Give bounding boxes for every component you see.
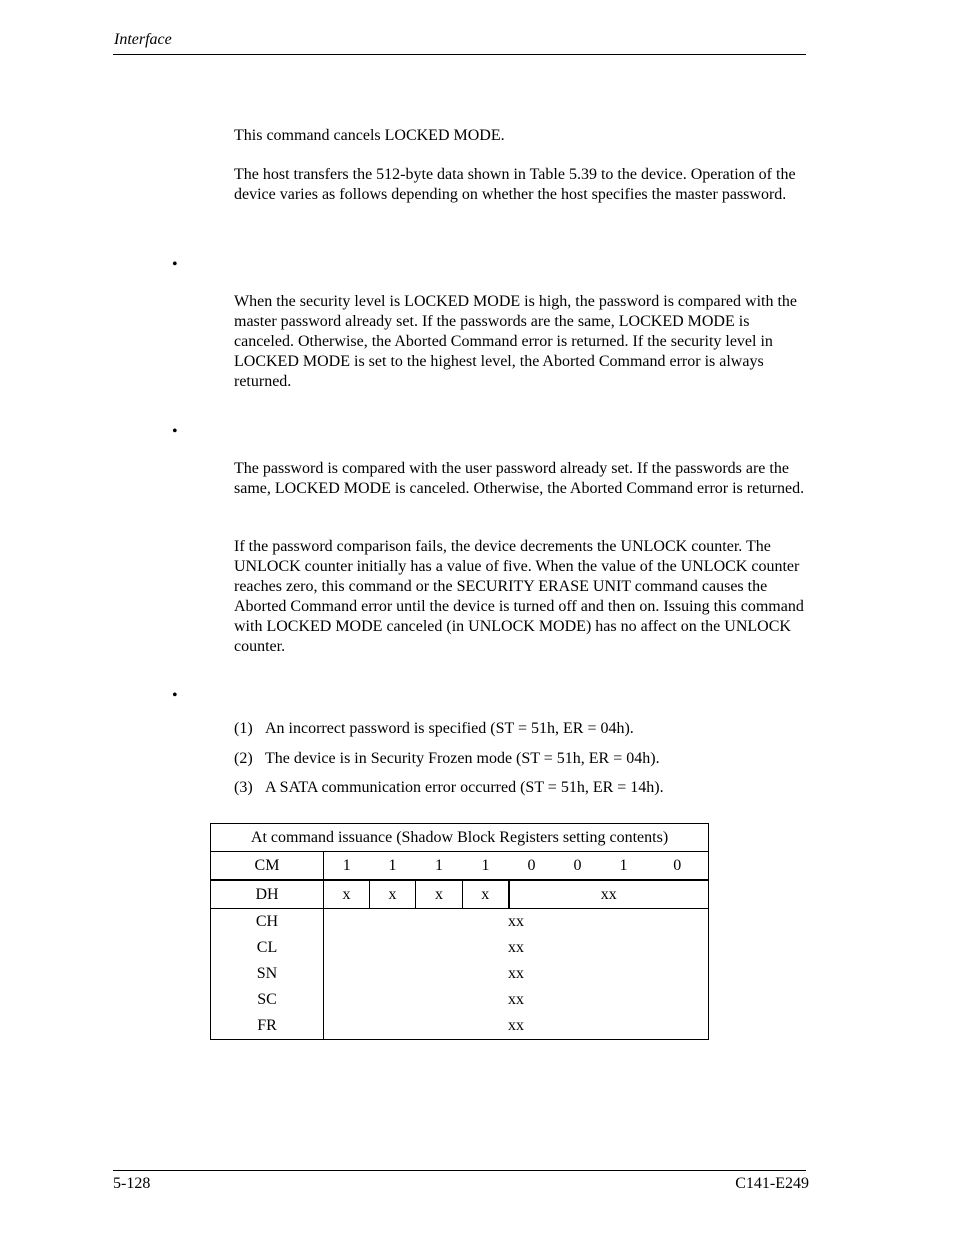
bit-field: xx xyxy=(509,880,709,909)
condition-text: An incorrect password is specified (ST = 51h, ER = 04h). xyxy=(265,720,634,737)
register-row-cm xyxy=(211,852,709,881)
error-condition-item xyxy=(234,719,634,739)
register-label: CH xyxy=(211,909,324,936)
register-row xyxy=(211,1013,709,1040)
footer-rule xyxy=(113,1170,806,1171)
bit-cell: 0 xyxy=(647,852,709,881)
header-rule xyxy=(113,54,806,55)
bit-cell: 0 xyxy=(509,852,555,881)
condition-text: A SATA communication error occurred (ST = 51h, ER = 14h). xyxy=(265,779,664,796)
register-value: xx xyxy=(324,909,709,936)
register-row xyxy=(211,909,709,936)
register-value: xx xyxy=(324,935,709,961)
table-caption: At command issuance (Shadow Block Registers setting contents) xyxy=(211,824,709,852)
condition-number: (3) xyxy=(234,779,253,796)
register-label: CM xyxy=(211,852,324,881)
bullet-user-password: • xyxy=(172,423,178,440)
page-number: 5-128 xyxy=(113,1175,151,1192)
document-number: C141-E249 xyxy=(735,1175,809,1192)
page-header-title: Interface xyxy=(114,31,172,48)
register-label: SC xyxy=(211,987,324,1013)
error-condition-item xyxy=(234,749,660,769)
register-label: DH xyxy=(211,880,324,909)
register-value: xx xyxy=(324,961,709,987)
bit-cell: 1 xyxy=(601,852,647,881)
register-label: SN xyxy=(211,961,324,987)
bit-cell: x xyxy=(463,880,509,909)
register-row xyxy=(211,935,709,961)
register-row-dh xyxy=(211,880,709,909)
transfer-paragraph: The host transfers the 512-byte data shown in Table 5.39 to the device. Operation of the device varies as follows depending on whether the host specifies the master password. xyxy=(234,166,796,203)
bullet-error-conditions: • xyxy=(172,687,178,704)
error-condition-item xyxy=(234,778,664,798)
user-password-paragraph: The password is compared with the user password already set. If the passwords are the same, LOCKED MODE is canceled. Otherwise, the Aborted Command error is returned. xyxy=(234,460,805,497)
shadow-register-table xyxy=(210,823,709,1040)
bullet-master-password: • xyxy=(172,256,178,273)
register-label: FR xyxy=(211,1013,324,1040)
register-label: CL xyxy=(211,935,324,961)
bit-cell: x xyxy=(416,880,463,909)
unlock-counter-paragraph: If the password comparison fails, the device decrements the UNLOCK counter. The UNLOCK counter initially has a value of five. When the value of the UNLOCK counter reaches zero, this command or the SECURITY ERASE UNIT command causes the Aborted Command error until the device is turned off and then on. Issuing this command with LOCKED MODE canceled (in UNLOCK MODE) has no affect on the UNLOCK counter. xyxy=(234,538,804,655)
condition-number: (2) xyxy=(234,750,253,767)
master-password-paragraph: When the security level is LOCKED MODE is high, the password is compared with the master password already set. If the passwords are the same, LOCKED MODE is canceled. Otherwise, the Aborted Command error is returned. If the security level in LOCKED MODE is set to the highest level, the Aborted Command error is always returned. xyxy=(234,293,797,390)
condition-number: (1) xyxy=(234,720,253,737)
bit-cell: 1 xyxy=(416,852,463,881)
bit-cell: 1 xyxy=(324,852,370,881)
intro-paragraph: This command cancels LOCKED MODE. xyxy=(234,127,505,144)
register-value: xx xyxy=(324,1013,709,1040)
bit-cell: 0 xyxy=(555,852,601,881)
bit-cell: x xyxy=(370,880,416,909)
register-value: xx xyxy=(324,987,709,1013)
bit-cell: 1 xyxy=(463,852,509,881)
register-row xyxy=(211,987,709,1013)
condition-text: The device is in Security Frozen mode (ST = 51h, ER = 04h). xyxy=(265,750,660,767)
bit-cell: x xyxy=(324,880,370,909)
bit-cell: 1 xyxy=(370,852,416,881)
register-row xyxy=(211,961,709,987)
